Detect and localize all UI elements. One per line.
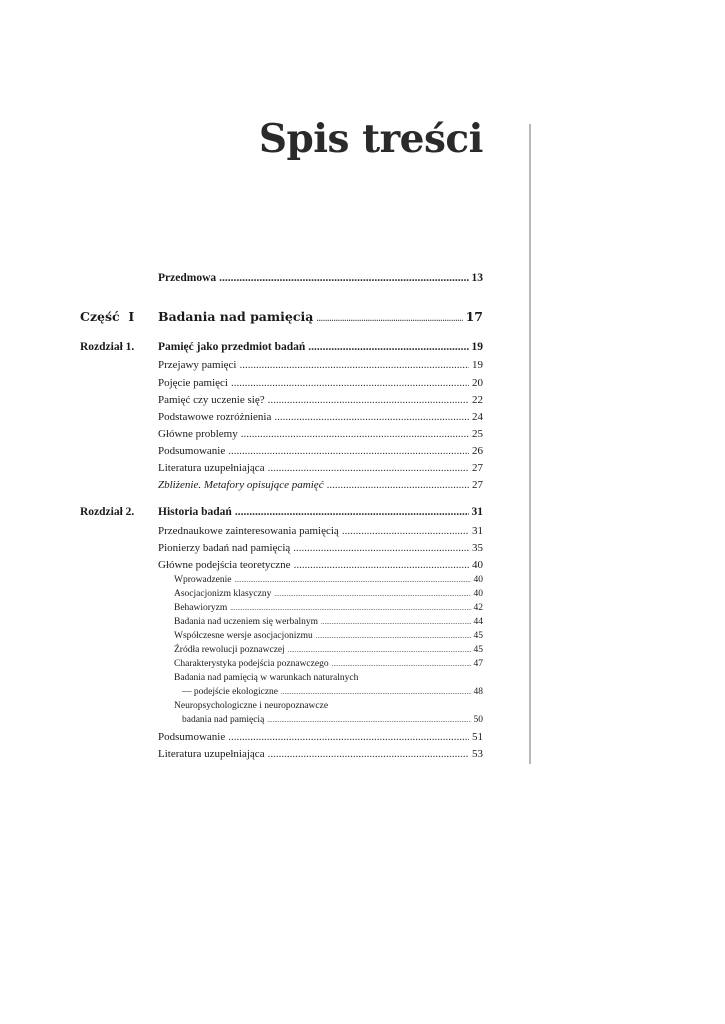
leader-dots: [293, 542, 469, 554]
leader-dots: [231, 377, 469, 389]
toc-subentry[interactable]: [174, 589, 483, 599]
vertical-rule: [529, 124, 531, 764]
toc-entry-page: 40: [473, 589, 483, 599]
toc-entry-preface[interactable]: [158, 272, 483, 284]
toc-entry[interactable]: [158, 394, 483, 406]
toc-entry[interactable]: [158, 359, 483, 371]
toc-entry[interactable]: [158, 462, 483, 474]
toc-subentry[interactable]: [174, 603, 483, 613]
toc-entry-page: 26: [472, 445, 483, 457]
toc-entry-title: Pamięć czy uczenie się?: [158, 394, 265, 406]
toc-entry-title: Behawioryzm: [174, 603, 228, 613]
toc-entry-page: 44: [473, 617, 483, 627]
page-title: Spis treści: [258, 116, 483, 162]
toc-entry-title: Asocjacjonizm klasyczny: [174, 589, 272, 599]
toc-entry-title: Podsumowanie: [158, 731, 226, 743]
part-number: I: [128, 309, 135, 324]
leader-dots: [274, 411, 469, 423]
toc-entry-page: 22: [472, 394, 483, 406]
chapter-label: Rozdział 2.: [80, 506, 135, 518]
toc-entry-title: Podsumowanie: [158, 445, 226, 457]
toc-entry-title: Główne problemy: [158, 428, 238, 440]
leader-dots: [294, 559, 469, 571]
leader-dots: [281, 688, 470, 696]
toc-entry-page: 20: [472, 377, 483, 389]
leader-dots: [274, 590, 470, 598]
toc-entry-title: Pojęcie pamięci: [158, 377, 228, 389]
toc-entry-page: 40: [472, 559, 483, 571]
leader-dots: [235, 576, 471, 584]
leader-dots: [268, 394, 469, 406]
toc-entry-page: 31: [471, 506, 483, 518]
toc-entry-chapter2[interactable]: [158, 506, 483, 518]
toc-entry-title: Wprowadzenie: [174, 575, 232, 585]
toc-entry[interactable]: [158, 445, 483, 457]
toc-entry-page: 42: [473, 603, 483, 613]
leader-dots: [230, 604, 470, 612]
toc-entry-title: Przednaukowe zainteresowania pamięcią: [158, 525, 339, 537]
chapter-label: Rozdział 1.: [80, 341, 135, 353]
toc-subentry-line: Neuropsychologiczne i neuropoznawcze: [174, 701, 329, 711]
toc-entry-page: 27: [472, 462, 483, 474]
toc-entry-page: 24: [472, 411, 483, 423]
toc-entry-page: 19: [471, 341, 483, 353]
leader-dots: [268, 748, 469, 760]
toc-entry-closeup[interactable]: [158, 479, 483, 491]
part-word: Część: [80, 309, 120, 324]
toc-subentry[interactable]: [174, 631, 483, 641]
toc-entry-page: 50: [473, 715, 483, 725]
toc-entry-page: 19: [472, 359, 483, 371]
leader-dots: [219, 272, 468, 284]
toc-entry-title: Literatura uzupełniająca: [158, 462, 265, 474]
leader-dots: [268, 462, 469, 474]
toc-entry[interactable]: [158, 525, 483, 537]
toc-entry[interactable]: [158, 377, 483, 389]
toc-entry-page: 48: [473, 687, 483, 697]
toc-entry-title: Charakterystyka podejścia poznawczego: [174, 659, 329, 669]
toc-entry-page: 45: [473, 645, 483, 655]
toc-entry[interactable]: [158, 748, 483, 760]
toc-entry[interactable]: [158, 411, 483, 423]
toc-entry-page: 25: [472, 428, 483, 440]
toc-subentry[interactable]: [174, 617, 483, 627]
leader-dots: [316, 314, 462, 323]
leader-dots: [267, 716, 470, 724]
leader-dots: [332, 660, 471, 668]
toc-subentry[interactable]: [174, 659, 483, 669]
leader-dots: [228, 731, 469, 743]
toc-subentry[interactable]: [174, 575, 483, 585]
toc-entry-page: 27: [472, 479, 483, 491]
toc-entry-chapter1[interactable]: [158, 341, 483, 353]
toc-entry-title: Przedmowa: [158, 272, 217, 284]
toc-entry-title: Pionierzy badań nad pamięcią: [158, 542, 291, 554]
toc-entry[interactable]: [158, 428, 483, 440]
toc-entry[interactable]: [158, 542, 483, 554]
toc-entry-title: badania nad pamięcią: [182, 715, 265, 725]
leader-dots: [321, 618, 470, 626]
leader-dots: [240, 359, 470, 371]
toc-entry-page: 45: [473, 631, 483, 641]
toc-entry-page: 17: [465, 309, 483, 324]
toc-entry-title: Główne podejścia teoretyczne: [158, 559, 291, 571]
toc-entry-title: Badania nad uczeniem się werbalnym: [174, 617, 319, 627]
toc-entry-title: Literatura uzupełniająca: [158, 748, 265, 760]
toc-entry-page: 35: [472, 542, 483, 554]
toc-entry-title: Badania nad pamięcią: [158, 309, 314, 324]
leader-dots: [228, 445, 469, 457]
toc-entry-title: Współczesne wersje asocjacjonizmu: [174, 631, 313, 641]
leader-dots: [235, 506, 469, 518]
toc-entry[interactable]: [158, 559, 483, 571]
leader-dots: [288, 646, 471, 654]
toc-entry-page: 13: [471, 272, 483, 284]
toc-subentry[interactable]: [182, 687, 483, 697]
toc-entry-page: 47: [473, 659, 483, 669]
toc-entry-title: Przejawy pamięci: [158, 359, 237, 371]
toc-entry-part1[interactable]: [158, 309, 483, 324]
toc-entry-title: Pamięć jako przedmiot badań: [158, 341, 306, 353]
toc-entry-title: — podejście ekologiczne: [182, 687, 279, 697]
toc-subentry-line: Badania nad pamięcią w warunkach naturalnych: [174, 673, 359, 683]
leader-dots: [308, 341, 468, 353]
leader-dots: [327, 479, 469, 491]
toc-entry-title: Zbliżenie. Metafory opisujące pamięć: [158, 479, 324, 491]
leader-dots: [342, 525, 469, 537]
toc-entry-title: Historia badań: [158, 506, 232, 518]
leader-dots: [316, 632, 471, 640]
toc-entry-page: 53: [472, 748, 483, 760]
part-label: [80, 309, 134, 324]
toc-entry[interactable]: [158, 731, 483, 743]
toc-entry-page: 51: [472, 731, 483, 743]
toc-entry-page: 40: [473, 575, 483, 585]
toc-entry-title: Źródła rewolucji poznawczej: [174, 645, 285, 655]
toc-entry-page: 31: [472, 525, 483, 537]
leader-dots: [241, 428, 469, 440]
toc-subentry[interactable]: [174, 645, 483, 655]
toc-subentry[interactable]: [182, 715, 483, 725]
toc-entry-title: Podstawowe rozróżnienia: [158, 411, 272, 423]
